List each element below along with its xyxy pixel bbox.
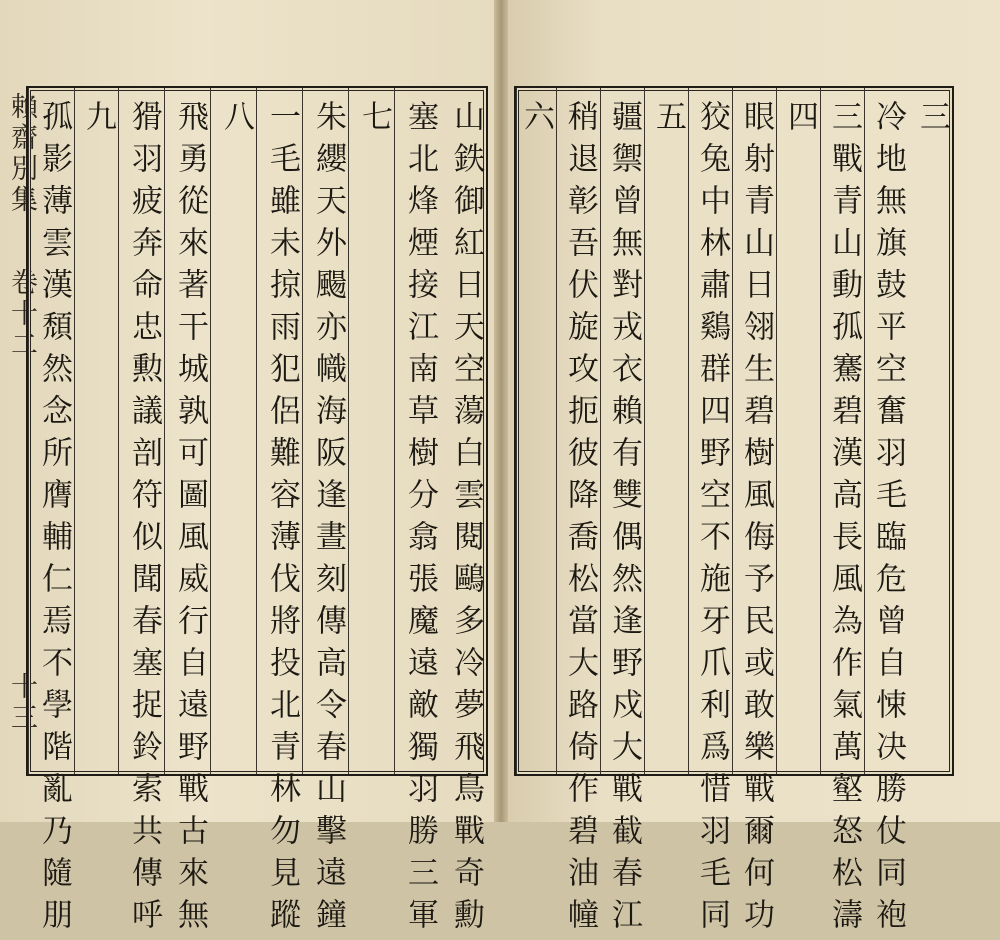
chapter-label: 卷十二 [6,268,37,361]
text-column: 一毛雖未掠雨犯侶難容薄伐將投北青林勿見蹤 [256,88,302,774]
section-number: 三 [914,100,950,142]
margin-title: 賴齋別集 [6,92,37,216]
section-number: 五 [644,88,688,774]
text-column: 狡兔中林肅鷄群四野空不施牙爪利爲惜羽毛同 [688,88,732,774]
text-column: 稍退彰吾伏旋攻扼彼降喬松當大路倚作碧油幢 [556,88,600,774]
text-column: 山鉄御紅日天空蕩白雲閱鷗多冷夢飛鳥戰奇勳 [448,100,484,940]
text-column: 塞北烽煙接江南草樹分翕張魔遠敵獨羽勝三軍 [394,88,440,774]
text-column: 孤影薄雲漢頹然念所膺輔仁焉不學階亂乃隨朋 [28,88,74,774]
section-number: 四 [776,88,820,774]
text-column: 疆禦曾無對戎衣賴有雙偶然逢野戍大戰截春江 [600,88,644,774]
section-number: 七 [348,88,394,774]
text-column: 猾羽疲奔命忠勲議剖符似聞春塞捉鈴索共傳呼 [118,88,164,774]
book-gutter [494,0,508,822]
text-column: 飛勇從來著干城孰可圖風威行自遠野戰古來無 [164,88,210,774]
text-column: 眼射青山日翎生碧樹風侮予民或敢樂戰爾何功 [732,88,776,774]
page-number: 十三 [6,672,37,734]
text-column: 朱纓天外颺亦幟海阪逢晝刻傳高令春山擊遠鐘 [302,88,348,774]
text-column: 三戰青山動孤騫碧漢高長風為作氣萬壑怒松濤 [820,88,864,774]
text-column: 冷地無旗鼓平空奮羽毛臨危曾自悚决勝仗同袍 [864,88,908,774]
left-text-frame [26,86,488,940]
section-number: 八 [210,88,256,774]
right-text-frame [514,86,954,940]
section-number: 六 [516,88,556,774]
section-number: 九 [74,88,118,774]
